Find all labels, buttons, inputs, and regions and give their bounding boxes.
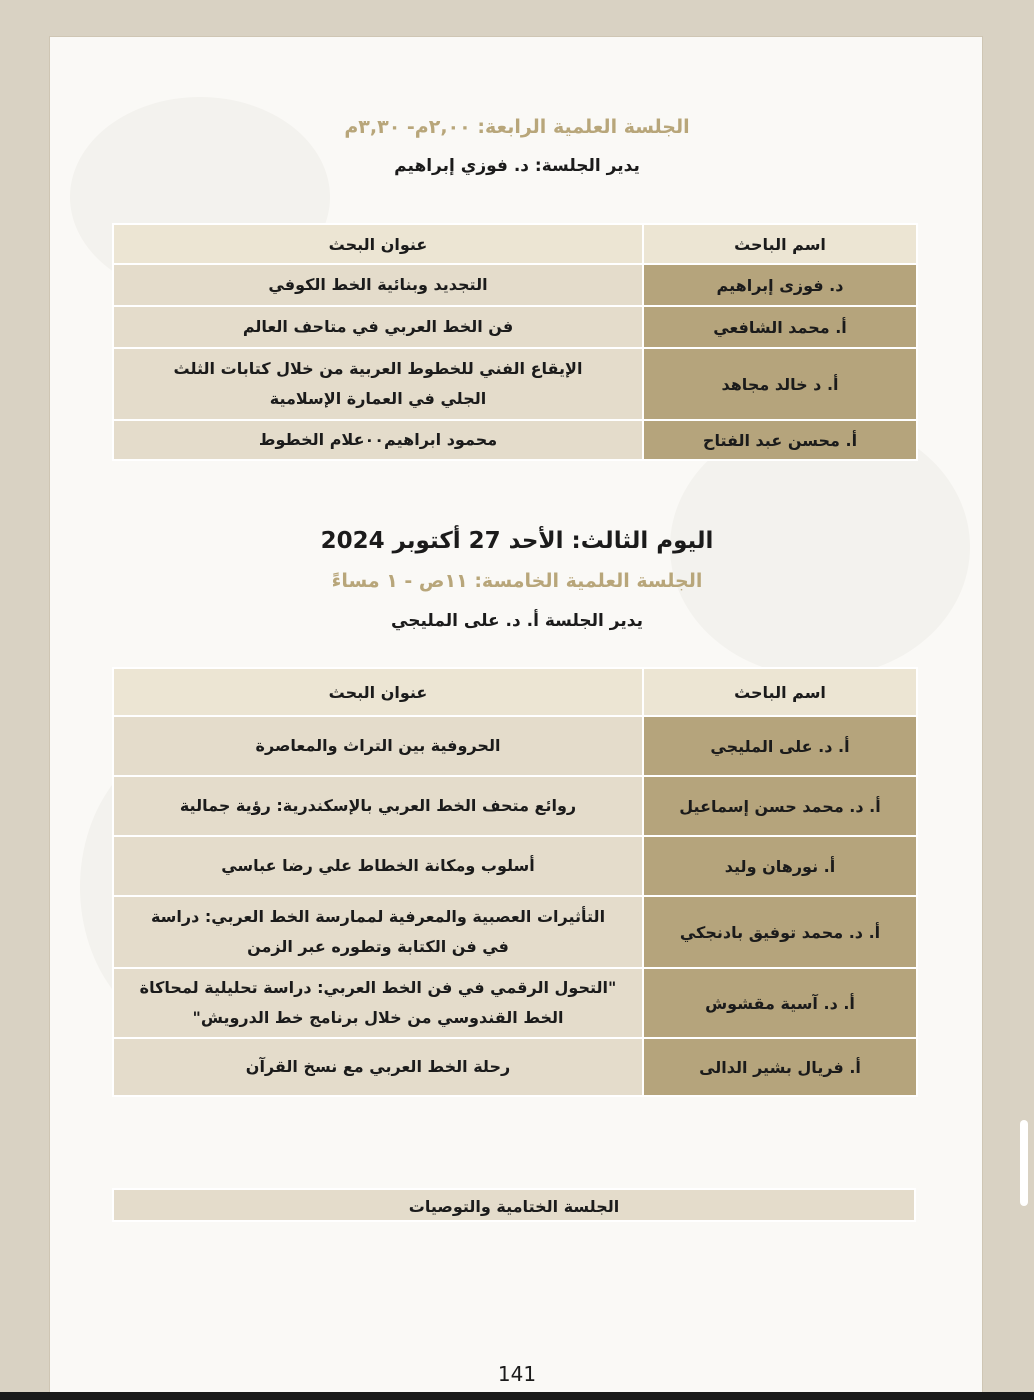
table-row [113, 420, 917, 460]
closing-session: الجلسة الختامية والتوصيات [112, 1188, 916, 1222]
table-row [113, 1038, 917, 1096]
table-row [113, 776, 917, 836]
session5-table [112, 667, 918, 1097]
paper-title: أسلوب ومكانة الخطاط علي رضا عباسي [113, 836, 643, 896]
paper-title [113, 968, 643, 1038]
bottom-bar [0, 1392, 1034, 1400]
paper-title-line: الإيقاع الفني للخطوط العربية من خلال كتابات الثلث [173, 359, 583, 378]
header-title: عنوان البحث [113, 224, 643, 264]
paper-title: روائع متحف الخط العربي بالإسكندرية: رؤية جمالية [113, 776, 643, 836]
table-row [113, 836, 917, 896]
researcher-name: أ. د. آسية مقشوش [643, 968, 917, 1038]
paper-title: محمود ابراهيم٠٠علام الخطوط [113, 420, 643, 460]
paper-title: فن الخط العربي في متاحف العالم [113, 306, 643, 348]
paper-title-line: "التحول الرقمي في فن الخط العربي: دراسة تحليلية لمحاكاة [139, 978, 617, 997]
researcher-name: أ. د. محمد حسن إسماعيل [643, 776, 917, 836]
paper-title-line: الجلي في العمارة الإسلامية [269, 389, 487, 408]
researcher-name: أ. د. على المليجي [643, 716, 917, 776]
session4-title: الجلسة العلمية الرابعة: ٢,٠٠م- ٣,٣٠م [344, 116, 690, 138]
paper-title: الحروفية بين التراث والمعاصرة [113, 716, 643, 776]
session4-table [112, 223, 918, 461]
scrollbar-thumb[interactable] [1020, 1120, 1028, 1206]
researcher-name: أ. د خالد مجاهد [643, 348, 917, 420]
paper-title: رحلة الخط العربي مع نسخ القرآن [113, 1038, 643, 1096]
researcher-name: أ. محسن عبد الفتاح [643, 420, 917, 460]
paper-title-line: في فن الكتابة وتطوره عبر الزمن [247, 937, 509, 956]
table-row [113, 264, 917, 306]
table-row [113, 348, 917, 420]
paper-title: التجديد وبنائية الخط الكوفي [113, 264, 643, 306]
page-number: 141 [497, 1362, 537, 1386]
paper-title-line: الخط القندوسي من خلال برنامج خط الدرويش" [192, 1008, 564, 1027]
session5-title: الجلسة العلمية الخامسة: ١١ص - ١ مساءً [331, 570, 703, 592]
header-name: اسم الباحث [643, 668, 917, 716]
header-name: اسم الباحث [643, 224, 917, 264]
researcher-name: أ. فريال بشير الدالى [643, 1038, 917, 1096]
session5-chair: يدير الجلسة أ. د. على المليجي [391, 611, 643, 631]
header-title: عنوان البحث [113, 668, 643, 716]
table-row [113, 306, 917, 348]
paper-title [113, 348, 643, 420]
paper-title [113, 896, 643, 968]
table-row [113, 716, 917, 776]
researcher-name: أ. د. محمد توفيق بادنجكي [643, 896, 917, 968]
session4-chair: يدير الجلسة: د. فوزي إبراهيم [394, 156, 640, 176]
table-row [113, 896, 917, 968]
researcher-name: أ. محمد الشافعي [643, 306, 917, 348]
table-row [113, 968, 917, 1038]
table-header-row [113, 668, 917, 716]
paper-title-line: التأثيرات العصبية والمعرفية لممارسة الخط العربي: دراسة [150, 907, 606, 926]
day3-title: اليوم الثالث: الأحد 27 أكتوبر 2024 [320, 528, 714, 554]
table-header-row [113, 224, 917, 264]
researcher-name: أ. نورهان وليد [643, 836, 917, 896]
researcher-name: د. فوزى إبراهيم [643, 264, 917, 306]
